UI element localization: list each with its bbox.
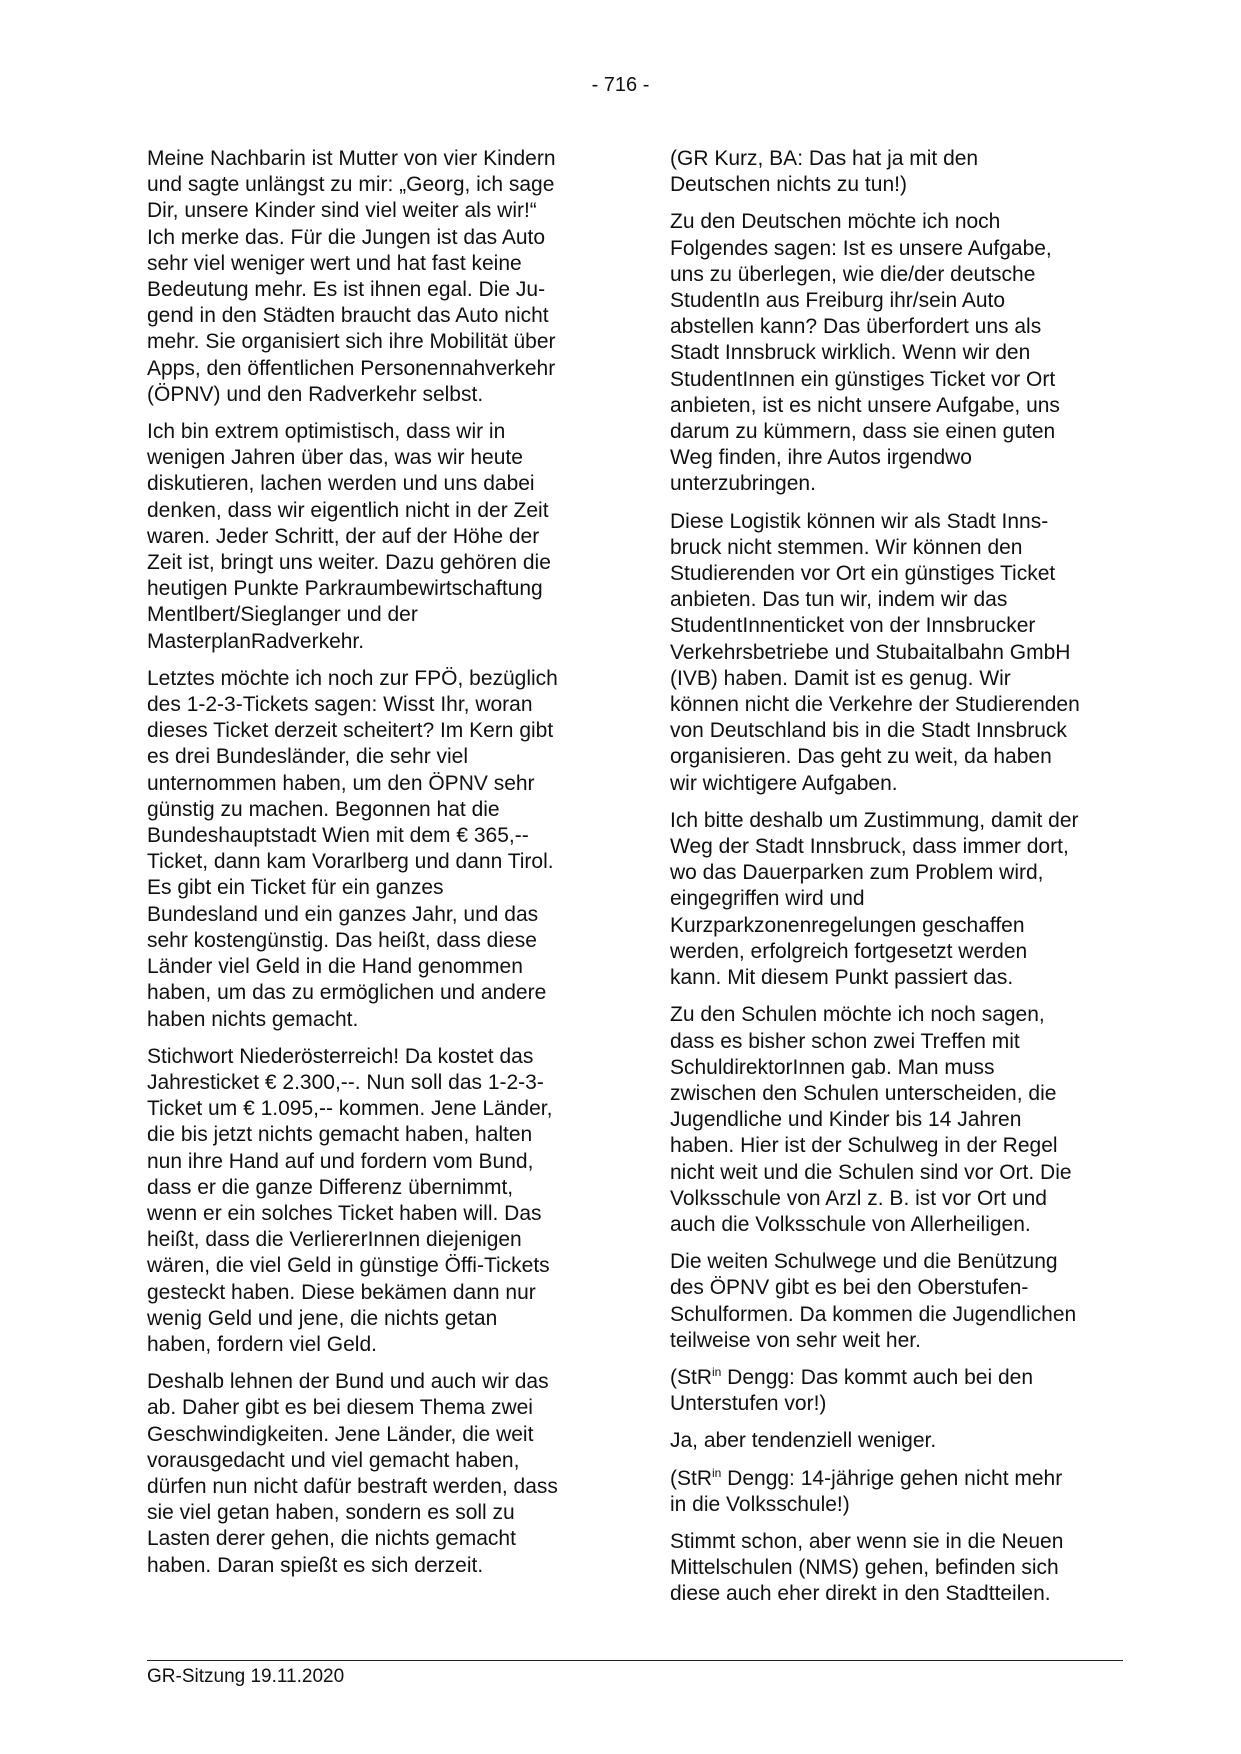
text-line: haben, um das zu ermöglichen und andere: [147, 981, 547, 1005]
text-line: es drei Bundesländer, die sehr viel: [147, 745, 469, 769]
final-paragraph: [670, 1529, 1130, 1608]
text-line: Mentlbert/Sieglanger und der: [147, 603, 418, 627]
text-line: teilweise von sehr weit her.: [670, 1328, 921, 1352]
text-line: vorausgedacht und viel gemacht haben,: [147, 1448, 520, 1472]
text-line: (IVB) haben. Damit ist es genug. Wir: [670, 666, 1011, 690]
paragraph: [670, 209, 1130, 497]
text-line: Deutschen nichts zu tun!): [670, 173, 907, 197]
text-line: StudentInnenticket von der Innsbrucker: [670, 614, 1036, 638]
text-line: Deshalb lehnen der Bund und auch wir das: [147, 1370, 549, 1394]
interjection-dengg-2: (StR$^{in}$ Dengg: 14-jährige gehen nicht mehr in die Volksschule!): [670, 1465, 1063, 1516]
text-line: Folgendes sagen: Ist es unsere Aufgabe,: [670, 236, 1052, 260]
text-line: Schulformen. Da kommen die Jugendlichen: [670, 1302, 1077, 1326]
text-line: nicht weit und die Schulen sind vor Ort. Die: [670, 1160, 1072, 1184]
text-line: waren. Jeder Schritt, der auf der Höhe der: [147, 524, 540, 548]
text-line: ab. Daher gibt es bei diesem Thema zwei: [147, 1396, 533, 1420]
page-number: - 716 -: [591, 74, 650, 96]
text-line: von Deutschland bis in die Stadt Innsbruck: [670, 719, 1067, 743]
text-line: Zeit ist, bringt uns weiter. Dazu gehören die: [147, 551, 551, 575]
paragraph: [147, 1369, 607, 1579]
text-line: Ich bitte deshalb um Zustimmung, damit der: [670, 808, 1079, 832]
text-line: Letztes möchte ich noch zur FPÖ, bezüglich: [147, 666, 558, 690]
text-line: wir wichtigere Aufgaben.: [670, 771, 898, 795]
text-line: haben. Hier ist der Schulweg in der Regel: [670, 1134, 1058, 1158]
text-line: MasterplanRadverkehr.: [147, 629, 365, 653]
text-line: haben nichts gemacht.: [147, 1007, 359, 1031]
text-line: gend in den Städten braucht das Auto nicht: [147, 304, 549, 328]
text-line: Weg finden, ihre Autos irgendwo: [670, 446, 972, 470]
text-line: mehr. Sie organisiert sich ihre Mobilität über: [147, 330, 556, 354]
text-line: Bundeshauptstadt Wien mit dem € 365,--: [147, 824, 529, 848]
text-line: günstig zu machen. Begonnen hat die: [147, 797, 500, 821]
text-line: (GR Kurz, BA: Das hat ja mit den: [670, 147, 979, 170]
text-line: Es gibt ein Ticket für ein ganzes: [147, 876, 444, 900]
text-line: Weg der Stadt Innsbruck, dass immer dort,: [670, 835, 1069, 859]
text-line: Stadt Innsbruck wirklich. Wenn wir den: [670, 341, 1031, 365]
text-line: Stichwort Niederösterreich! Da kostet das: [147, 1044, 534, 1068]
text-line: und sagte unlängst zu mir: „Georg, ich sage: [147, 173, 555, 197]
reply-paragraph: Ja, aber tendenziell weniger.: [670, 1429, 937, 1453]
text-line: sehr kostengünstig. Das heißt, dass diese: [147, 928, 537, 952]
text-line: Kurzparkzonenregelungen geschaffen: [670, 913, 1025, 937]
text-line: Jugendliche und Kinder bis 14 Jahren: [670, 1108, 1022, 1132]
text-line: abstellen kann? Das überfordert uns als: [670, 315, 1042, 339]
paragraph: [670, 808, 1130, 991]
text-line: anbieten, ist es nicht unsere Aufgabe, uns: [670, 393, 1060, 417]
text-line: StudentInnen ein günstiges Ticket vor Ort: [670, 367, 1056, 391]
left-column: [147, 146, 607, 1590]
text-line: Verkehrsbetriebe und Stubaitalbahn GmbH: [670, 640, 1071, 664]
text-line: des ÖPNV gibt es bei den Oberstufen-: [670, 1276, 1029, 1300]
paragraph: [670, 509, 1130, 797]
text-line: können nicht die Verkehre der Studierenden: [670, 693, 1080, 717]
interjection-kurz: [670, 146, 1130, 198]
text-line: SchuldirektorInnen gab. Man muss: [670, 1055, 995, 1079]
text-line: gesteckt haben. Diese bekämen dann nur: [147, 1280, 536, 1304]
text-line: heißt, dass die VerliererInnen diejenigen: [147, 1228, 522, 1252]
text-line: Geschwindigkeiten. Jene Länder, die weit: [147, 1422, 534, 1446]
text-line: unternommen haben, um den ÖPNV sehr: [147, 771, 535, 795]
text-line: Meine Nachbarin ist Mutter von vier Kindern: [147, 147, 556, 170]
text-line: Bedeutung mehr. Es ist ihnen egal. Die Ju-: [147, 278, 546, 302]
text-line: heutigen Punkte Parkraumbewirtschaftung: [147, 577, 543, 601]
text-line: StudentIn aus Freiburg ihr/sein Auto: [670, 289, 1006, 313]
text-line: dieses Ticket derzeit scheitert? Im Kern gibt: [147, 719, 554, 743]
text-line: Lasten derer gehen, die nichts gemacht: [147, 1527, 516, 1551]
text-line: zwischen den Schulen unterscheiden, die: [670, 1081, 1057, 1105]
text-line: uns zu überlegen, wie die/der deutsche: [670, 262, 1036, 286]
text-line: des 1-2-3-Tickets sagen: Wisst Ihr, woran: [147, 693, 533, 717]
text-line: Bundesland und ein ganzes Jahr, und das: [147, 902, 539, 926]
text-line: kann. Mit diesem Punkt passiert das.: [670, 966, 1014, 990]
text-line: Ticket um € 1.095,-- kommen. Jene Länder,: [147, 1097, 553, 1121]
text-line: anbieten. Das tun wir, indem wir das: [670, 588, 1008, 612]
text-line: Ich bin extrem optimistisch, dass wir in: [147, 420, 506, 444]
text-line: Diese Logistik können wir als Stadt Inns-: [670, 509, 1049, 533]
paragraph: [670, 1249, 1130, 1354]
text-line: auch die Volksschule von Allerheiligen.: [670, 1212, 1031, 1236]
text-line: dass er die ganze Differenz übernimmt,: [147, 1175, 514, 1199]
text-line: wenn er ein solches Ticket haben will. Das: [147, 1201, 542, 1225]
text-line: Zu den Schulen möchte ich noch sagen,: [670, 1003, 1045, 1027]
paragraph: [147, 666, 607, 1033]
text-line: Die weiten Schulwege und die Benützung: [670, 1250, 1058, 1274]
text-line: sie viel getan haben, sondern es soll zu: [147, 1501, 515, 1525]
text-line: Jahresticket € 2.300,--. Nun soll das 1-2-3-: [147, 1070, 544, 1094]
text-line: Zu den Deutschen möchte ich noch: [670, 210, 1001, 234]
paragraph: [670, 1002, 1130, 1238]
paragraph: [147, 419, 607, 655]
text-line: Mittelschulen (NMS) gehen, befinden sich: [670, 1556, 1059, 1580]
text-line: die bis jetzt nichts gemacht haben, halten: [147, 1123, 533, 1147]
text-line: wo das Dauerparken zum Problem wird,: [670, 861, 1044, 885]
text-line: darum zu kümmern, dass sie einen guten: [670, 420, 1056, 444]
footer-text: GR-Sitzung 19.11.2020: [147, 1666, 345, 1687]
text-line: Länder viel Geld in die Hand genommen: [147, 955, 523, 979]
text-line: denken, dass wir eigentlich nicht in der Zeit: [147, 498, 549, 522]
text-line: Ticket, dann kam Vorarlberg und dann Tirol.: [147, 850, 554, 874]
text-line: diese auch eher direkt in den Stadtteilen.: [670, 1582, 1051, 1606]
text-line: sehr viel weniger wert und hat fast keine: [147, 251, 522, 275]
text-line: Ich merke das. Für die Jungen ist das Auto: [147, 225, 546, 249]
text-line: dass es bisher schon zwei Treffen mit: [670, 1029, 1020, 1053]
text-line: Studierenden vor Ort ein günstiges Ticket: [670, 562, 1056, 586]
right-column: [670, 146, 1130, 1619]
text-line: Stimmt schon, aber wenn sie in die Neuen: [670, 1529, 1064, 1553]
interjection-dengg-1: (StR$^{in}$ Dengg: Das kommt auch bei den Unterstufen vor!): [670, 1364, 1034, 1416]
text-line: Dir, unsere Kinder sind viel weiter als wir!“: [147, 199, 537, 223]
footer-divider: [147, 1660, 1123, 1661]
text-line: wenig Geld und jene, die nichts getan: [147, 1306, 498, 1330]
paragraph: [147, 146, 607, 408]
text-line: haben, fordern viel Geld.: [147, 1332, 377, 1356]
text-line: haben. Daran spießt es sich derzeit.: [147, 1553, 484, 1577]
text-line: unterzubringen.: [670, 472, 816, 496]
text-line: nun ihre Hand auf und fordern vom Bund,: [147, 1149, 534, 1173]
text-line: Volksschule von Arzl z. B. ist vor Ort und: [670, 1186, 1047, 1210]
text-line: wenigen Jahren über das, was wir heute: [147, 446, 523, 470]
text-line: (ÖPNV) und den Radverkehr selbst.: [147, 382, 484, 406]
text-line: werden, erfolgreich fortgesetzt werden: [670, 939, 1028, 963]
text-line: wären, die viel Geld in günstige Öffi-Tickets: [147, 1254, 550, 1278]
text-line: Apps, den öffentlichen Personennahverkehr: [147, 356, 556, 380]
paragraph: [147, 1044, 607, 1358]
text-line: dürfen nun nicht dafür bestraft werden, dass: [147, 1474, 558, 1498]
text-line: eingegriffen wird und: [670, 887, 865, 911]
text-line: organisieren. Das geht zu weit, da haben: [670, 745, 1052, 769]
text-line: diskutieren, lachen werden und uns dabei: [147, 472, 535, 496]
text-line: bruck nicht stemmen. Wir können den: [670, 535, 1023, 559]
right-paragraphs-a: [670, 209, 1130, 1354]
